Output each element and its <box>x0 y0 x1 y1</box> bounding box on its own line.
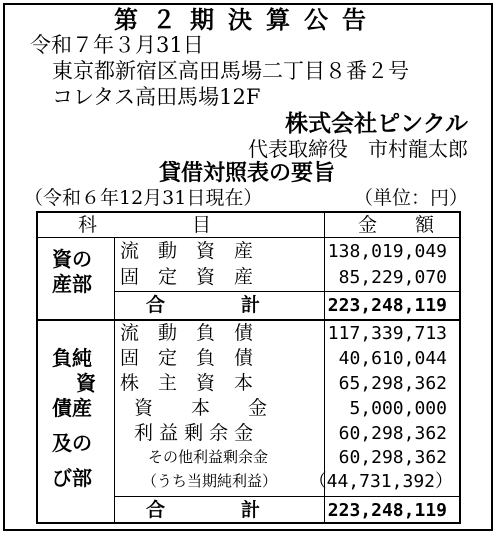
liabilities-section-label-5: び部 <box>52 466 92 490</box>
liability-row-label: その他利益剰余金 <box>148 448 269 466</box>
liability-row-label: 資 本 金 <box>134 397 268 419</box>
liability-row-label: 株 主 資 本 <box>120 372 254 394</box>
liability-row-label: （うち当期純利益） <box>142 472 278 490</box>
section-divider <box>38 319 459 321</box>
as-of-date: （令和６年12月31日現在） <box>24 187 263 209</box>
asset-row-label: 流 動 資 産 <box>120 240 254 262</box>
unit-label: （単位：円） <box>353 187 468 209</box>
liabilities-section-label-1: 負純 <box>52 346 92 370</box>
liability-row-label: 流 動 負 債 <box>120 322 254 344</box>
assets-total-divider <box>114 291 459 292</box>
liability-row-label: 固 定 負 債 <box>120 347 254 369</box>
address-line-1: 東京都新宿区高田馬場二丁目８番２号 <box>52 59 409 83</box>
company-name: 株式会社ピンクル <box>285 111 468 137</box>
assets-section-label-1: 資の <box>52 247 92 271</box>
assets-section-label-2: 産部 <box>52 272 92 296</box>
liabilities-section-label-3: 債産 <box>52 396 92 420</box>
asset-row-label: 固 定 資 産 <box>120 266 254 288</box>
liabilities-total-amount: 223,248,119 <box>327 500 447 521</box>
header-amount: 金 額 <box>358 214 435 236</box>
asset-row-amount: 138,019,049 <box>327 241 447 262</box>
balance-sheet-title: 貸借対照表の要旨 <box>158 161 335 186</box>
section-label-divider <box>114 237 115 522</box>
assets-total-label: 合 計 <box>146 294 261 316</box>
balance-sheet-table <box>36 211 461 524</box>
liabilities-total-label: 合 計 <box>146 499 261 521</box>
liability-row-amount: （44,731,392） <box>308 471 453 492</box>
notice-date: 令和７年３月31日 <box>30 33 204 57</box>
assets-total-amount: 223,248,119 <box>327 295 447 316</box>
liability-row-amount: 5,000,000 <box>349 398 447 419</box>
liability-row-amount: 117,339,713 <box>327 323 447 344</box>
liability-row-amount: 65,298,362 <box>338 373 447 394</box>
address-line-2: コレタス高田馬場12F <box>52 85 261 109</box>
liability-row-amount: 40,610,044 <box>338 348 447 369</box>
representative-name: 代表取締役 市村龍太郎 <box>248 137 468 161</box>
liability-row-amount: 60,298,362 <box>338 447 447 468</box>
notice-title: 第２期決算公告 <box>114 5 380 34</box>
liability-row-amount: 60,298,362 <box>338 423 447 444</box>
liability-row-label: 利 益 剰 余 金 <box>134 422 254 444</box>
liabilities-total-divider <box>114 496 459 497</box>
liabilities-section-label-2: 資 <box>76 371 96 395</box>
liabilities-section-label-4: 及の <box>52 431 92 455</box>
header-divider <box>38 237 459 238</box>
header-item: 科 目 <box>78 214 212 236</box>
asset-row-amount: 85,229,070 <box>338 267 447 288</box>
